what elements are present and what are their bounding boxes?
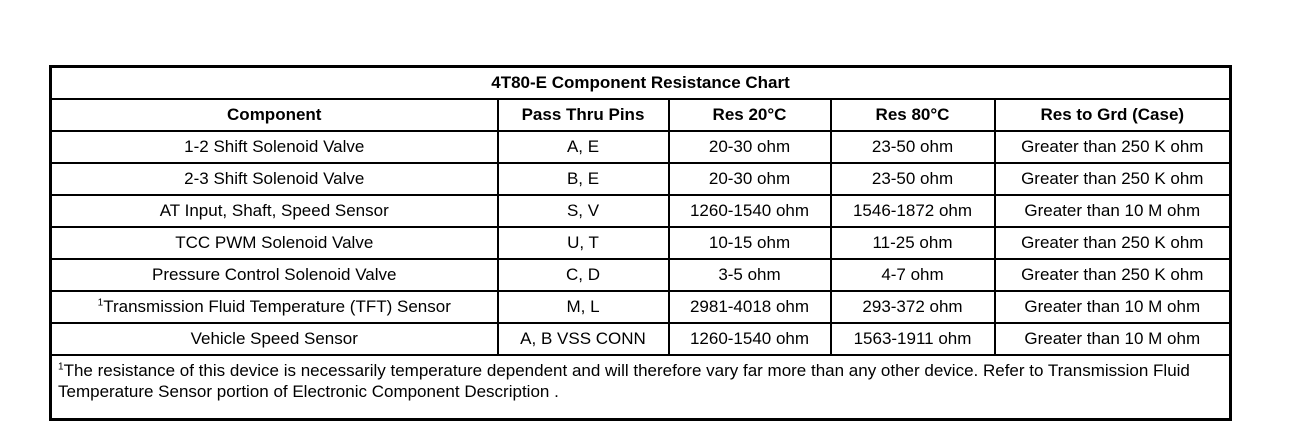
cell-res-to-ground-text: Greater than 10 M ohm: [1024, 201, 1201, 220]
cell-res-to-ground-text: Greater than 10 M ohm: [1024, 297, 1201, 316]
table-row: [51, 259, 1231, 291]
footnote-text: The resistance of this device is necessarily temperature dependent and will therefore vary far more than any other device. Refer to Transmission Fluid Temperature Sensor portion of Electronic Component Description .: [58, 361, 1190, 401]
cell-pass-thru-pins-text: A, B VSS CONN: [520, 329, 646, 348]
cell-res-80c: [831, 227, 995, 259]
table-row: [51, 163, 1231, 195]
cell-res-to-ground: [995, 323, 1231, 355]
cell-res-80c-text: 4-7 ohm: [881, 265, 944, 284]
footnote-row: [51, 355, 1231, 420]
resistance-chart-table: [49, 65, 1232, 421]
cell-res-20c: [669, 163, 831, 195]
cell-pass-thru-pins: [498, 259, 669, 291]
cell-res-to-ground-text: Greater than 250 K ohm: [1021, 233, 1204, 252]
cell-res-20c-text: 3-5 ohm: [718, 265, 781, 284]
header-row: [51, 99, 1231, 131]
cell-pass-thru-pins-text: S, V: [566, 201, 600, 220]
cell-res-20c: [669, 291, 831, 323]
cell-component: [51, 195, 498, 227]
cell-component-text: AT Input, Shaft, Speed Sensor: [159, 201, 389, 220]
cell-res-20c: [669, 195, 831, 227]
cell-pass-thru-pins-text: A, E: [566, 137, 600, 156]
title-row: [51, 67, 1231, 100]
cell-res-80c-text: 11-25 ohm: [872, 233, 953, 252]
table-row: [51, 195, 1231, 227]
cell-pass-thru-pins-text: C, D: [566, 265, 600, 284]
cell-res-to-ground: [995, 163, 1231, 195]
header-res-20c: Res 20°C: [669, 99, 831, 131]
cell-res-to-ground-text: Greater than 10 M ohm: [1024, 329, 1201, 348]
cell-res-to-ground: [995, 227, 1231, 259]
cell-pass-thru-pins-text: U, T: [567, 233, 599, 252]
cell-res-20c-text: 20-30 ohm: [708, 137, 791, 156]
header-pass-thru-pins: Pass Thru Pins: [498, 99, 669, 131]
cell-component-text: TCC PWM Solenoid Valve: [175, 233, 374, 252]
cell-res-80c-text: 293-372 ohm: [862, 297, 963, 316]
cell-res-to-ground: [995, 195, 1231, 227]
cell-component-text: Transmission Fluid Temperature (TFT) Sensor: [103, 297, 451, 316]
table-row: [51, 323, 1231, 355]
cell-res-80c: [831, 163, 995, 195]
cell-component-text: Vehicle Speed Sensor: [190, 329, 358, 348]
table-body: [51, 131, 1231, 355]
cell-res-20c-text: 1260-1540 ohm: [689, 329, 810, 348]
cell-res-20c-text: 1260-1540 ohm: [689, 201, 810, 220]
cell-pass-thru-pins-text: B, E: [566, 169, 600, 188]
cell-res-to-ground-text: Greater than 250 K ohm: [1021, 137, 1204, 156]
cell-res-20c: [669, 227, 831, 259]
cell-res-80c-text: 1546-1872 ohm: [852, 201, 973, 220]
cell-res-20c-text: 20-30 ohm: [708, 169, 791, 188]
cell-res-to-ground-text: Greater than 250 K ohm: [1021, 169, 1204, 188]
cell-pass-thru-pins: [498, 227, 669, 259]
cell-res-80c-text: 23-50 ohm: [871, 137, 954, 156]
cell-pass-thru-pins: [498, 131, 669, 163]
cell-res-to-ground: [995, 291, 1231, 323]
cell-res-20c: [669, 323, 831, 355]
cell-pass-thru-pins: [498, 291, 669, 323]
cell-res-80c-text: 1563-1911 ohm: [853, 329, 972, 348]
cell-component-text: 1-2 Shift Solenoid Valve: [184, 137, 365, 156]
cell-res-to-ground-text: Greater than 250 K ohm: [1021, 265, 1204, 284]
footnote: [51, 355, 1231, 420]
cell-component: [51, 323, 498, 355]
cell-res-to-ground: [995, 131, 1231, 163]
cell-res-80c: [831, 323, 995, 355]
cell-res-80c: [831, 195, 995, 227]
cell-res-80c: [831, 291, 995, 323]
table-row: [51, 291, 1231, 323]
footnote-marker: 1: [97, 297, 104, 309]
cell-component: [51, 227, 498, 259]
header-res-to-ground: Res to Grd (Case): [995, 99, 1231, 131]
cell-pass-thru-pins-text: M, L: [566, 297, 600, 316]
cell-res-80c-text: 23-50 ohm: [871, 169, 954, 188]
footnote-marker: 1: [58, 361, 64, 373]
cell-res-20c: [669, 259, 831, 291]
cell-res-20c: [669, 131, 831, 163]
chart-title: 4T80-E Component Resistance Chart: [51, 67, 1231, 100]
cell-res-80c: [831, 131, 995, 163]
cell-component: [51, 163, 498, 195]
cell-pass-thru-pins: [498, 163, 669, 195]
cell-component: [51, 259, 498, 291]
cell-component-text: 2-3 Shift Solenoid Valve: [184, 169, 365, 188]
cell-res-20c-text: 10-15 ohm: [708, 233, 791, 252]
table-row: [51, 227, 1231, 259]
cell-res-80c: [831, 259, 995, 291]
cell-res-to-ground: [995, 259, 1231, 291]
cell-pass-thru-pins: [498, 323, 669, 355]
header-res-80c: Res 80°C: [831, 99, 995, 131]
cell-component-text: Pressure Control Solenoid Valve: [152, 265, 397, 284]
cell-component: [51, 131, 498, 163]
cell-component: [51, 291, 498, 323]
header-component: Component: [51, 99, 498, 131]
cell-res-20c-text: 2981-4018 ohm: [689, 297, 810, 316]
table-row: [51, 131, 1231, 163]
cell-pass-thru-pins: [498, 195, 669, 227]
